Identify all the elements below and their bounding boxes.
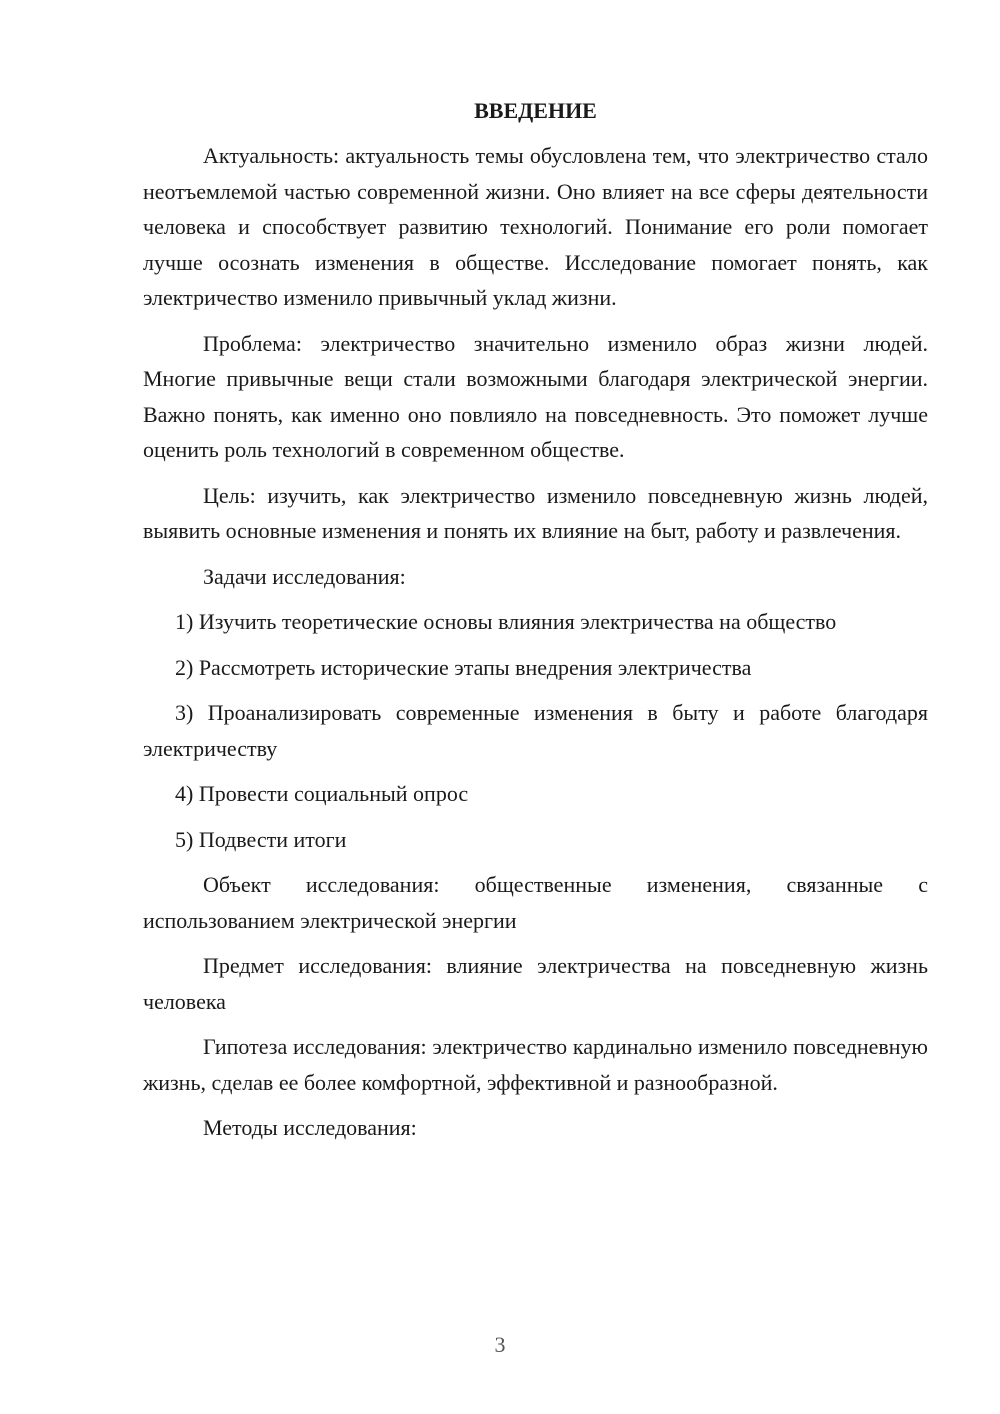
page-title: ВВЕДЕНИЕ: [474, 98, 597, 123]
document-page: [143, 96, 928, 1156]
hypothesis-paragraph: Гипотеза исследования: электричество кардинально изменило повседневную жизнь, сделав ее более комфортной, эффективной и разнообразной.: [143, 1034, 928, 1095]
task-item-2: 2) Рассмотреть исторические этапы внедрения электричества: [175, 654, 752, 680]
object-paragraph: Объект исследования: общественные изменения, связанные с использованием электрической энергии: [143, 872, 928, 933]
tasks-heading: Задачи исследования:: [203, 563, 406, 589]
task-item-5: 5) Подвести итоги: [175, 826, 347, 852]
task-item-1: 1) Изучить теоретические основы влияния электричества на общество: [175, 609, 837, 634]
task-item-4: 4) Провести социальный опрос: [175, 781, 469, 806]
relevance-paragraph: Актуальность: актуальность темы обусловлена тем, что электричество стало неотъемлемой частью современной жизни. Оно влияет на все сферы деятельности человека и способствует развитию технологий. Понимание его роли помогает лучше осознать изменения в обществе. Исследование помогает понять, как электричество изменило привычный уклад жизни.: [143, 143, 928, 310]
problem-paragraph: Проблема: электричество значительно изменило образ жизни людей. Многие привычные вещи стали возможными благодаря электрической энергии. Важно понять, как именно оно повлияло на повседневность. Это поможет лучше оценить роль технологий в современном обществе.: [143, 330, 928, 462]
task-item-3: 3) Проанализировать современные изменения в быту и работе благодаря электричеству: [143, 700, 928, 761]
goal-paragraph: Цель: изучить, как электричество изменило повседневную жизнь людей, выявить основные изменения и понять их влияние на быт, работу и развлечения.: [143, 482, 928, 543]
page-number: 3: [494, 1332, 506, 1357]
methods-heading: Методы исследования:: [203, 1115, 417, 1140]
subject-paragraph: Предмет исследования: влияние электричества на повседневную жизнь человека: [143, 953, 928, 1014]
